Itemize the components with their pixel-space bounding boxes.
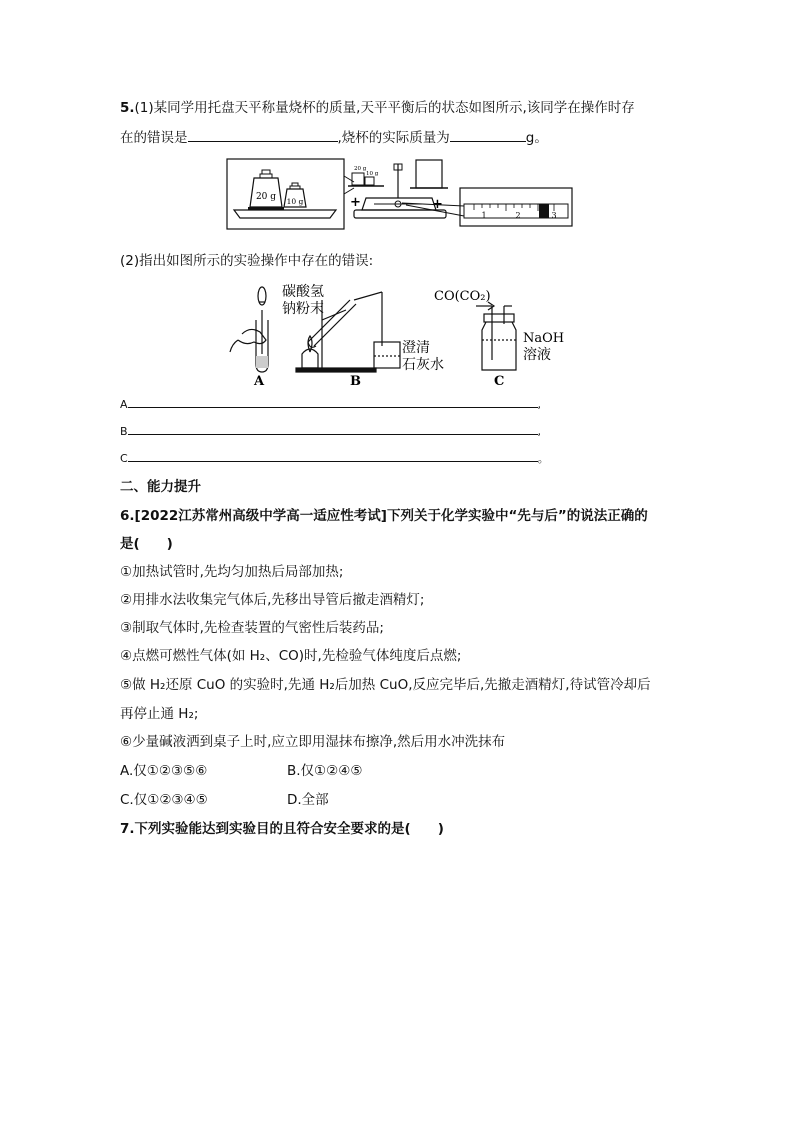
scale-tick-1: 1 bbox=[481, 211, 487, 220]
q5-part1-text2a: 在的错误是 bbox=[120, 130, 188, 146]
q5-number: 5. bbox=[120, 100, 135, 116]
q6-number: 6. bbox=[120, 508, 135, 524]
q5-part1-line1 bbox=[120, 99, 635, 117]
q5-part1-line2 bbox=[120, 127, 548, 147]
answer-c-period: 。 bbox=[537, 452, 549, 465]
scale-tick-3: 3 bbox=[551, 211, 557, 220]
q5-part1-text2b: ,烧杯的实际质量为 bbox=[337, 130, 450, 146]
plus-left: + bbox=[350, 195, 361, 210]
balance-small-10g: 10 g bbox=[366, 171, 379, 177]
answer-c-label: C bbox=[120, 452, 128, 465]
q5-part2-text: (2)指出如图所示的实验操作中存在的错误: bbox=[120, 253, 374, 269]
c-gas-label: CO(CO₂) bbox=[434, 289, 491, 304]
weight-20g-label: 20 g bbox=[255, 192, 277, 202]
q6-item-4: ④点燃可燃性气体(如 H₂、CO)时,先检验气体纯度后点燃; bbox=[120, 648, 462, 664]
answer-line-c bbox=[120, 451, 549, 467]
weight-10g-label: 10 g bbox=[286, 197, 304, 206]
q6-option-c[interactable]: C.仅①②③④⑤ bbox=[120, 792, 208, 808]
q5-part1-text: (1)某同学用托盘天平称量烧杯的质量,天平平衡后的状态如图所示,该同学在操作时存 bbox=[134, 100, 635, 116]
q6-item-5-cont: 再停止通 H₂; bbox=[120, 706, 199, 722]
q5-blank-error[interactable] bbox=[188, 127, 338, 142]
q6-stem-line2: 是( ) bbox=[120, 536, 173, 552]
answer-b-label: B bbox=[120, 425, 128, 438]
q7-stem-text: 下列实验能达到实验目的且符合安全要求的是( ) bbox=[134, 821, 444, 837]
answer-c-blank[interactable] bbox=[128, 451, 538, 462]
q6-item-1: ①加热试管时,先均匀加热后局部加热; bbox=[120, 564, 344, 580]
q6-option-a[interactable]: A.仅①②③⑤⑥ bbox=[120, 763, 208, 779]
q6-item-3: ③制取气体时,先检查装置的气密性后装药品; bbox=[120, 620, 384, 636]
answer-a-comma: , bbox=[537, 398, 542, 411]
q6-item-5: ⑤做 H₂还原 CuO 的实验时,先通 H₂后加热 CuO,反应完毕后,先撤走酒精灯,待试管冷却后 bbox=[120, 677, 651, 693]
q6-stem-text1: [2022江苏常州高级中学高一适应性考试]下列关于化学实验中“先与后”的说法正确的 bbox=[134, 508, 648, 524]
gas-wash-bottle-icon bbox=[476, 302, 516, 370]
balance-small-20g: 20 g bbox=[354, 166, 367, 172]
label-c: C bbox=[494, 374, 505, 389]
q6-stem-line1 bbox=[120, 507, 648, 525]
b-reagent-line1: 碳酸氢 bbox=[282, 284, 324, 300]
answer-a-blank[interactable] bbox=[128, 397, 538, 408]
answer-a-label: A bbox=[120, 398, 128, 411]
answer-b-comma: , bbox=[537, 425, 542, 438]
answer-line-a bbox=[120, 397, 541, 413]
zoom-pan bbox=[234, 210, 336, 218]
q6-item-2: ②用排水法收集完气体后,先移出导管后撤走酒精灯; bbox=[120, 592, 425, 608]
test-tube-dropper-icon bbox=[230, 287, 268, 372]
rider-icon bbox=[539, 204, 549, 218]
q5-blank-mass[interactable] bbox=[450, 127, 526, 142]
answer-line-b bbox=[120, 424, 541, 440]
b-solution-line2: 石灰水 bbox=[402, 357, 444, 373]
q7-number: 7. bbox=[120, 821, 135, 837]
label-a: A bbox=[254, 374, 265, 389]
q5-part2 bbox=[120, 252, 373, 270]
c-solution-line2: 溶液 bbox=[523, 347, 551, 363]
q6-option-b[interactable]: B.仅①②④⑤ bbox=[287, 763, 363, 779]
answer-b-blank[interactable] bbox=[128, 424, 538, 435]
apparatus-figure bbox=[226, 280, 576, 390]
section-heading: 二、能力提升 bbox=[120, 479, 201, 495]
label-b: B bbox=[350, 374, 361, 389]
beaker-icon bbox=[416, 160, 442, 188]
c-solution-line1: NaOH bbox=[523, 331, 565, 346]
balance-figure bbox=[226, 158, 574, 232]
q5-part1-text2c: g。 bbox=[525, 130, 548, 146]
q6-item-6: ⑥少量碱液洒到桌子上时,应立即用湿抹布擦净,然后用水冲洗抹布 bbox=[120, 734, 506, 750]
scale-tick-2: 2 bbox=[515, 211, 521, 220]
weight-20g-icon bbox=[248, 170, 284, 210]
b-reagent-line2: 钠粉末 bbox=[282, 301, 324, 317]
b-solution-line1: 澄清 bbox=[402, 340, 430, 356]
q6-option-d[interactable]: D.全部 bbox=[287, 792, 329, 808]
scale-zoom-box bbox=[460, 188, 572, 226]
q7-stem bbox=[120, 820, 444, 838]
